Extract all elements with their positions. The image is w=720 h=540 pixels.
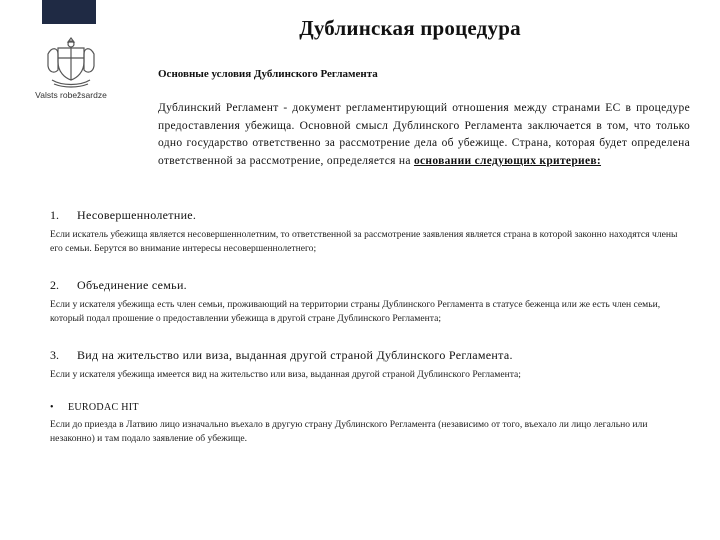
criterion-residence-visa <box>50 348 690 382</box>
intro-paragraph <box>158 100 690 170</box>
criterion-number: 3. <box>50 348 59 362</box>
intro-text: Дублинский Регламент - документ регламентирующий отношения между странами ЕС в процедуре предоставления убежища. Основной смысл Дублинского Регламента заключается в том, что только одно государство ответственно за рассмотрение дела об убежище. Страна, которая будет определена ответственной за рассмотрение, определяется на <box>158 102 690 167</box>
criterion-eurodac <box>50 402 690 446</box>
coat-of-arms-icon <box>40 34 102 88</box>
criterion-number: 1. <box>50 208 59 222</box>
intro-emphasis: основании следующих критериев: <box>413 154 602 167</box>
criterion-title: EURODAC HIT <box>68 402 139 413</box>
criterion-description: Если у искателя убежища есть член семьи, проживающий на территории страны Дублинского Регламента в статусе беженца или же есть член семьи, который подал прошение о предоставлении убежища в другой стране Дублинского Регламента; <box>50 299 661 324</box>
criterion-description: Если искатель убежища является несовершеннолетним, то ответственной за рассмотрение заявления является страна в которой законно находятся члены его семьи. Берутся во внимание интересы несовершеннолетнего; <box>50 229 678 254</box>
criterion-description: Если до приезда в Латвию лицо изначально въехало в другую страну Дублинского Регламента (независимо от того, въехало ли лицо легально или незаконно) и там подало заявление об убежище. <box>50 419 648 444</box>
criterion-minors <box>50 208 690 256</box>
bullet-icon: • <box>50 402 54 413</box>
criterion-family-reunion <box>50 278 690 326</box>
logo-text: Valsts robežsardze <box>35 90 107 100</box>
criterion-title: Объединение семьи. <box>77 278 187 292</box>
page-title: Дублинская процедура <box>299 16 521 40</box>
criterion-title: Вид на жительство или виза, выданная другой страной Дублинского Регламента. <box>77 348 513 362</box>
logo <box>30 34 112 100</box>
corner-decor-block <box>42 0 96 24</box>
criterion-title: Несовершеннолетние. <box>77 208 197 222</box>
criterion-description: Если у искателя убежища имеется вид на жительство или виза, выданная другой страной Дублинского Регламента; <box>50 369 521 380</box>
criterion-number: 2. <box>50 278 59 292</box>
page-subtitle: Основные условия Дублинского Регламента <box>158 68 378 80</box>
